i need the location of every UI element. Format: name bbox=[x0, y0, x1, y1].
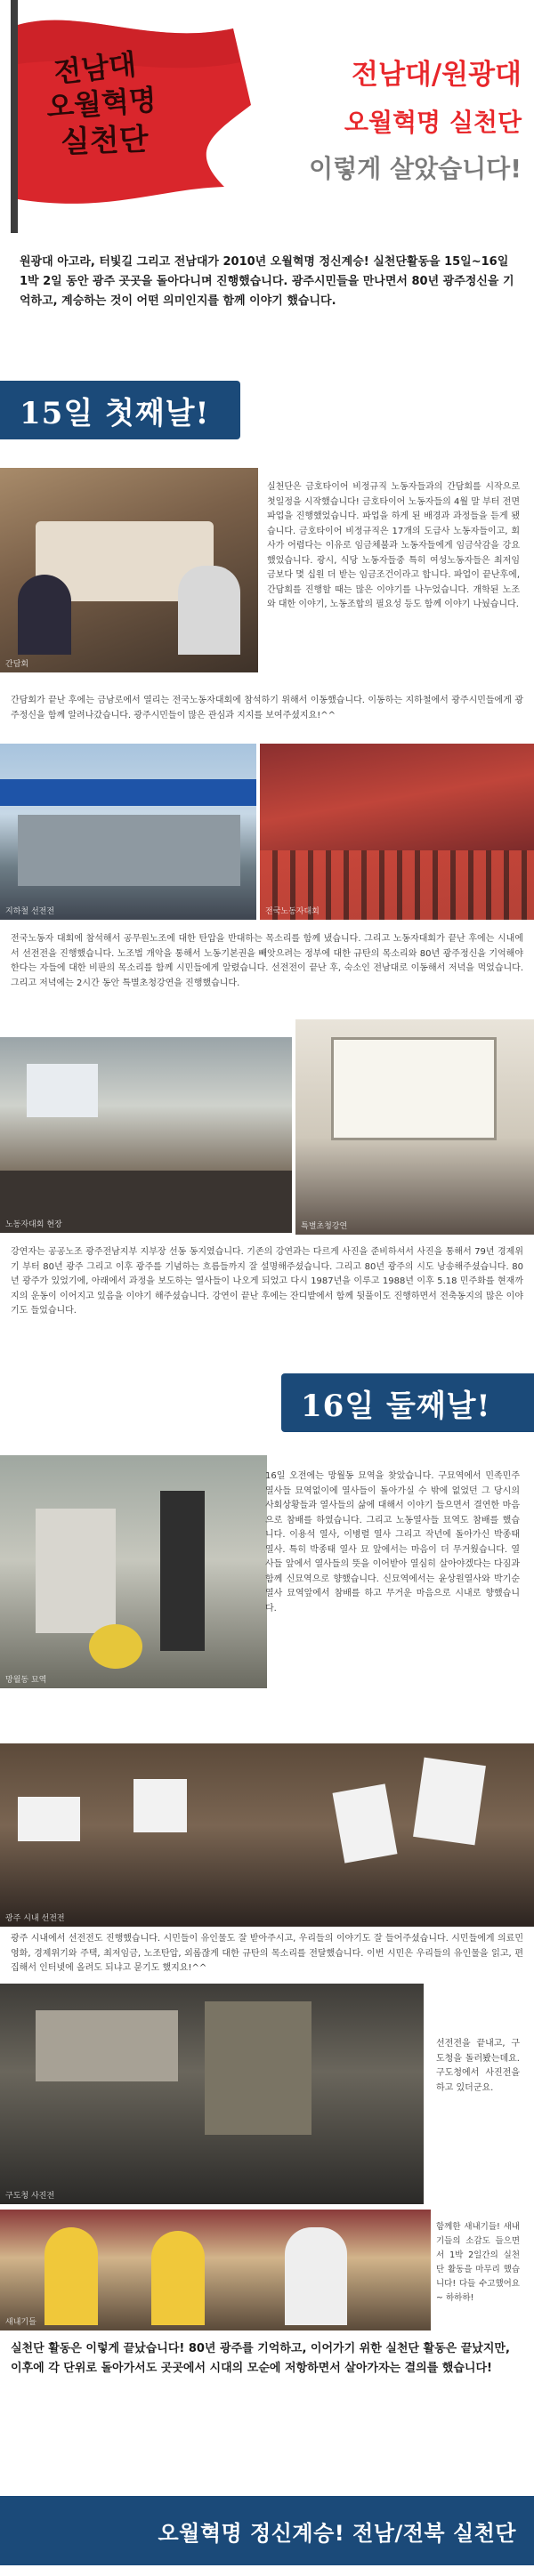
day1-photo-subway bbox=[0, 744, 256, 920]
day1-text-3: 전국노동자 대회에 참석해서 공무원노조에 대한 탄압을 반대하는 목소리를 함께 냈습니다. 그리고 노동자대회가 끝난 후에는 시내에서 선전전을 진행했습니다. 노조법 개악을 통해서 노동기본권을 빼앗으려는 정부에 대한 규탄의 목소리와 80년 광주정신을 기억해야 한다는 자들에 대한 비판의 목소리를 함께 시민들에게 알렸습니다. 선전전이 끝난 후, 숙소인 전남대로 이동해서 저녁을 먹었습니다. 그리고 저녁에는 2시간 동안 특별초청강연을 진행했습니다. bbox=[11, 934, 523, 988]
photo-caption: 새내기들 bbox=[5, 2318, 36, 2327]
day2-photo-exhibition bbox=[0, 1984, 424, 2204]
flag-line-1: 전남대 bbox=[52, 47, 138, 90]
photo-caption: 구도청 사진전 bbox=[5, 2192, 55, 2201]
title-line-2: 오월혁명 실천단 bbox=[344, 108, 522, 137]
day1-banner bbox=[0, 381, 240, 439]
photo-caption: 광주 시내 선전전 bbox=[5, 1914, 65, 1923]
photo-caption: 전국노동자대회 bbox=[265, 907, 320, 916]
day2-photo-street bbox=[0, 1743, 534, 1927]
day2-banner-label: 16일 둘째날! bbox=[301, 1388, 491, 1424]
day1-text-1: 실천단은 금호타이어 비정규직 노동자들과의 간담회를 시작으로 첫일정을 시작했습니다! 금호타이어 노동자들의 4월 말 부터 전면 파업을 진행했었습니다. 파업을 하게 된 배경과 과정들을 듣게 됐습니다. 금호타이어 비정규직은 17개의 도급사 노동자들이고, 회사가 어렵다는 이유로 임금체불과 노동자들에게 임금삭감을 강요했었습니다. 광시, 식당 노동자들중 특히 여성노동자들은 최저임금보다 몇 십원 더 받는 임금조건이라고 합니다. 파업이 끝난후에, 간담회를 진행할 때는 많은 이야기를 나누었습니다. 개학된 노조와 대한 이야기, 노동조합의 필요성 등도 함께 이야기 나눴습니다. bbox=[267, 482, 520, 609]
day1-banner-label: 15일 첫째날! bbox=[20, 395, 210, 431]
photo-caption: 망월동 묘역 bbox=[5, 1676, 47, 1685]
flag-line-2: 오월혁명 bbox=[44, 83, 158, 125]
intro-text: 원광대 아고라, 터빛길 그리고 전남대가 2010년 오월혁명 정신계승! 실천단활동을 15일~16일 1박 2일 동안 광주 곳곳을 돌아다니며 진행했습니다. 광주시민들을 만나면서 80년 광주정신을 기억하고, 계승하는 것이 어떤 의미인지를 함께 이야기 했습니다. bbox=[20, 255, 514, 308]
footer-banner bbox=[0, 2496, 534, 2565]
day1-text-2: 간담회가 끝난 후에는 금남로에서 열리는 전국노동자대회에 참석하기 위해서 이동했습니다. 이동하는 지하철에서 광주시민들에게 광주정신을 함께 알려나갔습니다. 광주시민들이 많은 관심과 지지를 보여주셨지요!^^ bbox=[11, 696, 523, 720]
photo-caption: 간담회 bbox=[5, 660, 29, 669]
flag-text bbox=[46, 44, 242, 160]
day1-photo-lecture-2 bbox=[295, 1019, 534, 1235]
day1-photo-lecture-1 bbox=[0, 1037, 292, 1233]
footer-text: 오월혁명 정신계승! 전남/전북 실천단 bbox=[158, 2520, 516, 2546]
day2-photo-cemetery bbox=[0, 1455, 267, 1688]
day2-text-1: 16일 오전에는 망월동 묘역을 찾았습니다. 구묘역에서 민족민주열사들 묘역없이에 열사들이 돌아가실 수 밖에 없었던 그 당시의 사회상황들과 열사들의 삶에 대해서 이야기 들으면서 결연한 마음으로 참배를 하였습니다. 그리고 노동열사들 묘역도 참배를 했습니다. 이용석 열사, 이병렬 열사 그리고 작년에 돌아가신 박종태 열사. 특히 박종태 열사 묘 앞에서는 마음이 더 무거웠습니다. 열사들 앞에서 열사들의 뜻을 이어받아 열심히 살아야겠다는 다짐과 함께 신묘역으로 향했습니다. 신묘역에서는 윤상원열사와 박기순열사 묘역앞에서 참배를 하고 무거운 마음으로 시내로 향했습니다. bbox=[265, 1471, 520, 1614]
day2-photo-freshmen bbox=[0, 2210, 431, 2330]
day1-text-4: 강연자는 공공노조 광주전남지부 지부장 선동 동지였습니다. 기존의 강연과는 다르게 사진을 준비하셔서 사진을 통해서 79년 경제위기 부터 80년 광주 그리고 이후 광주를 기념하는 흐름들까지 잘 설명해주셨습니다. 그리고 80년 광주의 시도 낭송해주셨습니다. 80년 광주가 있었기에, 아래에서 과정을 보도하는 열사들이 나오게 되었고 다시 1987년을 이루고 1988년 이후 5.18 민주화를 현재까지의 운동이 이어지고 있음을 이야기 해주셨습니다. 강연이 끝난 후에는 잔디밭에서 함께 뒷풀이도 진행하면서 전축동지의 많은 이야기도 들었습니다. bbox=[11, 1247, 523, 1316]
day1-photo-rally bbox=[260, 744, 534, 920]
day1-photo-meeting bbox=[0, 468, 258, 672]
closing-text: 실천단 활동은 이렇게 끝났습니다! 80년 광주를 기억하고, 이어가기 위한 실천단 활동은 끝났지만, 이후에 각 단위로 돌아가서도 곳곳에서 시대의 모순에 저항하면서 살아가자는 결의를 했습니다! bbox=[11, 2342, 510, 2375]
title-line-1: 전남대/원광대 bbox=[352, 59, 522, 91]
title-line-3: 이렇게 살았습니다! bbox=[309, 154, 522, 183]
day2-text-4: 함께한 새내기들! 새내기들의 소감도 들으면서 1박 2일간의 실천단 활동을 마무리 했습니다! 다들 수고했어요~ 하하하! bbox=[436, 2222, 520, 2303]
day2-text-2: 광주 시내에서 선전전도 진행했습니다. 시민들이 유인물도 잘 받아주시고, 우리들의 이야기도 잘 들어주셨습니다. 시민들에게 의료민영화, 경제위기와 주택, 최저임금, 노조탄압, 외롭잖게 대한 규탄의 목소리를 전달했습니다. 이번 시민은 우리들의 유인물을 읽고, 편집해서 인터넷에 올려도 되냐고 묻기도 했지요!^^ bbox=[11, 1934, 523, 1973]
header bbox=[0, 0, 534, 233]
flag-line-3: 실천단 bbox=[60, 121, 150, 161]
day2-text-3: 선전전을 끝내고, 구도청을 돌러봤는데요. 구도청에서 사진전을 하고 있더군요. bbox=[436, 2039, 520, 2093]
photo-caption: 노동자대회 현장 bbox=[5, 1220, 62, 1229]
day2-banner bbox=[281, 1373, 534, 1432]
photo-caption: 지하철 선전전 bbox=[5, 907, 55, 916]
photo-caption: 특별초청강연 bbox=[301, 1222, 348, 1231]
